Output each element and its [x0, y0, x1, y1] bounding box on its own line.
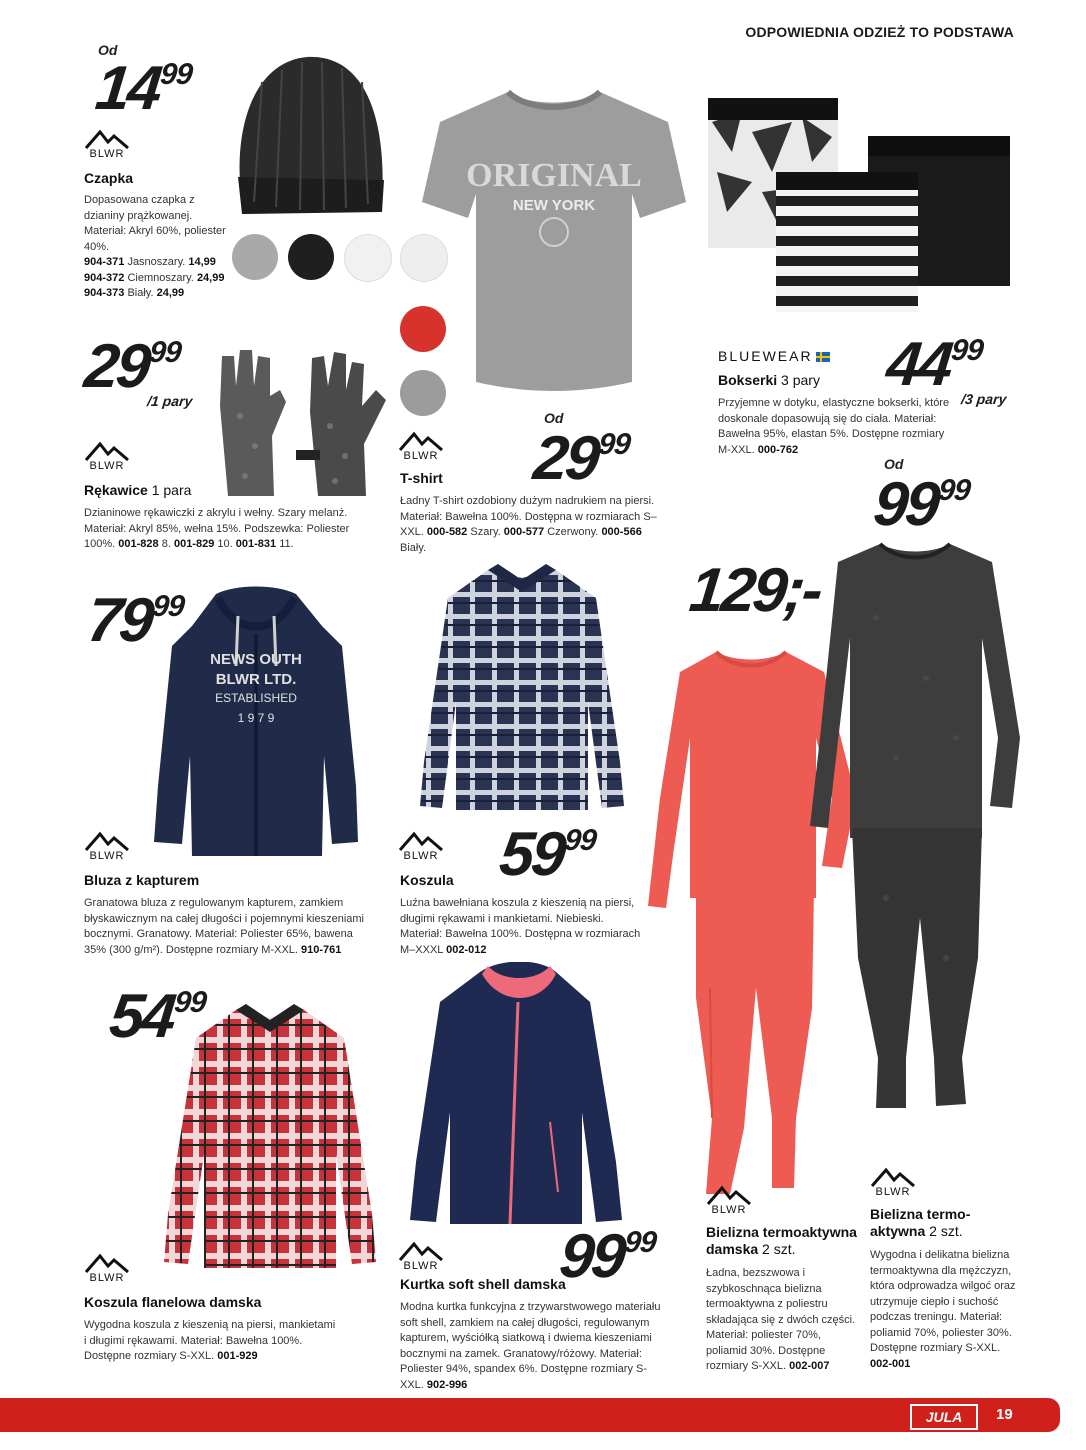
- price-integer: 99: [870, 470, 941, 539]
- price-integer: 29: [81, 332, 152, 401]
- sweden-flag-icon: [816, 352, 830, 362]
- tshirt-print-line1: ORIGINAL: [466, 157, 642, 194]
- tshirt-image: [418, 82, 690, 400]
- price-unit: /3 pary: [960, 391, 1008, 407]
- product-title-koszula-flanelowa: Koszula flanelowa damska: [84, 1294, 262, 1310]
- price-integer: 99: [556, 1222, 627, 1291]
- price-decimal: 99: [949, 334, 985, 367]
- product-desc-bielizna-damska: Ładna, bezszwowa i szybkoschnąca bielizna termoaktywna z poliestru składająca się z dwóch części. Materiał: poliester 70%, poliamid 30%. Dostępne rozmiary S-XXL. 002-007: [706, 1267, 856, 1372]
- product-title-bielizna-meska: Bielizna termo-aktywna 2 szt.: [870, 1206, 971, 1239]
- svg-text:BLWR LTD.: BLWR LTD.: [215, 671, 297, 688]
- price-tshirt: [530, 424, 632, 493]
- product-desc-bluza: Granatowa bluza z regulowanym kapturem, zamkiem błyskawicznym na całej długości i pojemnymi kieszeniami bocznymi. Granatowy. Materiał: Poliester 65%, bawena 35% (300 g/m²). Dostępne rozmiary M-XXL. 910-761: [84, 897, 364, 956]
- product-title-kurtka: Kurtka soft shell damska: [400, 1276, 566, 1292]
- bluewear-logo: BLUEWEAR: [718, 348, 830, 364]
- mountain-icon: [84, 830, 130, 852]
- svg-text:1 9 7 9: 1 9 7 9: [237, 711, 275, 725]
- blwr-logo: BLWR: [82, 440, 132, 472]
- product-desc-koszula: Luźna bawełniana koszula z kieszenią na piersi, długimi rękawami i mankietami. Niebieski. Materiał: Bawełna 100%. Dostępna w rozmiarach M–XXXL 002-012: [400, 897, 641, 956]
- jula-logo: JULA: [910, 1404, 978, 1430]
- price-decimal: 99: [596, 428, 632, 461]
- product-desc-bielizna-meska: Wygodna i delikatna bielizna termoaktywna dla mężczyzn, która odprowadza wilgoć oraz utrzymuje ciepło i suchość podczas treningu. Materiał: poliamid 70%, poliester 30%. Dostępne rozmiary S-XXL. 002-001: [870, 1249, 1016, 1370]
- plaid-shirt-image: [418, 562, 626, 814]
- svg-text:ESTABLISHED: ESTABLISHED: [215, 691, 297, 705]
- product-title-rekawice: Rękawice 1 para: [84, 482, 192, 498]
- mens-thermal-image: [806, 538, 1026, 1114]
- product-title-tshirt: T-shirt: [400, 470, 443, 486]
- blwr-logo: BLWR: [82, 1252, 132, 1284]
- mountain-icon: [398, 830, 444, 852]
- product-title-koszula: Koszula: [400, 872, 454, 888]
- product-desc-czapka: Dopasowana czapka z dzianiny prążkowanej. Materiał: Akryl 60%, poliester 40%. 904-371 Jasnoszary. 14,99 904-372 Ciemnoszary. 24,99 904-373 Biały. 24,99: [84, 194, 226, 299]
- price-decimal: 99: [158, 58, 194, 91]
- mountain-icon: [84, 1252, 130, 1274]
- mountain-icon: [398, 1240, 444, 1262]
- product-desc-kurtka: Modna kurtka funkcyjna z trzywarstwowego materiału soft shell, zamkiem na całej długości, regulowanym kapturem, wyściółką siatkową i dwiema kieszeniami bocznymi na zamek. Granatowy/różowy. Materiał: Poliester 94%, spandex 6%. Dostępne rozmiary S-XXL. 902-996: [400, 1301, 661, 1391]
- beanie-image: [232, 52, 392, 222]
- od-prefix: Od: [884, 456, 904, 472]
- mountain-icon: [84, 440, 130, 462]
- blwr-logo: BLWR: [396, 1240, 446, 1272]
- product-title-bielizna-damska: Bielizna termoaktywna damska 2 szt.: [706, 1224, 857, 1257]
- blwr-logo: BLWR: [704, 1184, 754, 1216]
- price-rekawice: [80, 332, 199, 414]
- page-number: 19: [996, 1406, 1013, 1423]
- swatch-white[interactable]: [344, 234, 392, 282]
- blwr-logo: BLWR: [82, 128, 132, 160]
- price-decimal: 99: [150, 590, 186, 623]
- price-decimal: 99: [622, 1226, 658, 1259]
- softshell-jacket-image: [400, 962, 632, 1232]
- blwr-logo: BLWR: [396, 430, 446, 462]
- price-koszula: [496, 820, 598, 889]
- hoodie-image: [146, 586, 364, 870]
- price-kurtka: [556, 1222, 658, 1291]
- product-desc-rekawice: Dzianinowe rękawiczki z akrylu i wełny. Szary melanż. Materiał: Akryl 85%, wełna 15%. Podszewka: Poliester 100%. 001-828 8. 001-829 10. 001-831 11.: [84, 507, 350, 550]
- price-integer: 29: [530, 424, 601, 493]
- mountain-icon: [706, 1184, 752, 1206]
- mountain-icon: [398, 430, 444, 452]
- price-integer: 54: [106, 982, 177, 1051]
- blwr-logo: BLWR: [82, 830, 132, 862]
- blwr-logo: BLWR: [396, 830, 446, 862]
- boxers-image: [702, 92, 1016, 320]
- product-title-bokserki: Bokserki 3 pary: [718, 372, 820, 388]
- svg-text:NEWS OUTH: NEWS OUTH: [210, 651, 302, 668]
- od-prefix: Od: [98, 42, 118, 58]
- price-decimal: 99: [562, 824, 598, 857]
- price-integer: 44: [883, 330, 954, 399]
- price-unit: /1 pary: [146, 393, 194, 409]
- footer-bar: [0, 1398, 1060, 1432]
- price-integer: 79: [84, 586, 155, 655]
- od-prefix: Od: [544, 410, 564, 426]
- price-decimal: 99: [936, 474, 972, 507]
- price-bielizna-meska: [870, 470, 972, 539]
- gloves-image: [200, 346, 390, 502]
- price-integer: 59: [496, 820, 567, 889]
- price-czapka: [92, 54, 194, 123]
- swatch-light-grey[interactable]: [232, 234, 278, 280]
- mountain-icon: [870, 1166, 916, 1188]
- page-header: ODPOWIEDNIA ODZIEŻ TO PODSTAWA: [745, 24, 1014, 40]
- product-desc-tshirt: Ładny T-shirt ozdobiony dużym nadrukiem na piersi. Materiał: Bawełna 100%. Dostępna w rozmiarach S–XXL. 000-582 Szary. 000-577 Czerwony. 000-566 Biały.: [400, 495, 657, 554]
- price-text: 129;-: [686, 556, 824, 625]
- swatch-dark-grey[interactable]: [288, 234, 334, 280]
- price-decimal: 99: [147, 336, 183, 369]
- product-title-czapka: Czapka: [84, 170, 134, 186]
- product-title-bluza: Bluza z kapturem: [84, 872, 200, 888]
- flannel-shirt-image: [160, 1004, 380, 1272]
- product-desc-bokserki: Przyjemne w dotyku, elastyczne bokserki, które doskonale dopasowują się do ciała. Materiał: Bawełna 95%, elastan 5%. Dostępne rozmiary M-XXL. 000-762: [718, 397, 950, 456]
- blwr-logo: BLWR: [868, 1166, 918, 1198]
- tshirt-print-line2: NEW YORK: [512, 197, 596, 214]
- price-integer: 14: [92, 54, 163, 123]
- product-desc-koszula-flanelowa: Wygodna koszula z kieszenią na piersi, mankietami i długimi rękawami. Materiał: Bawełna 100%. Dostępne rozmiary S-XXL. 001-929: [84, 1319, 336, 1362]
- price-decimal: 99: [172, 986, 208, 1019]
- mountain-icon: [84, 128, 130, 150]
- price-bielizna-damska: [686, 556, 824, 625]
